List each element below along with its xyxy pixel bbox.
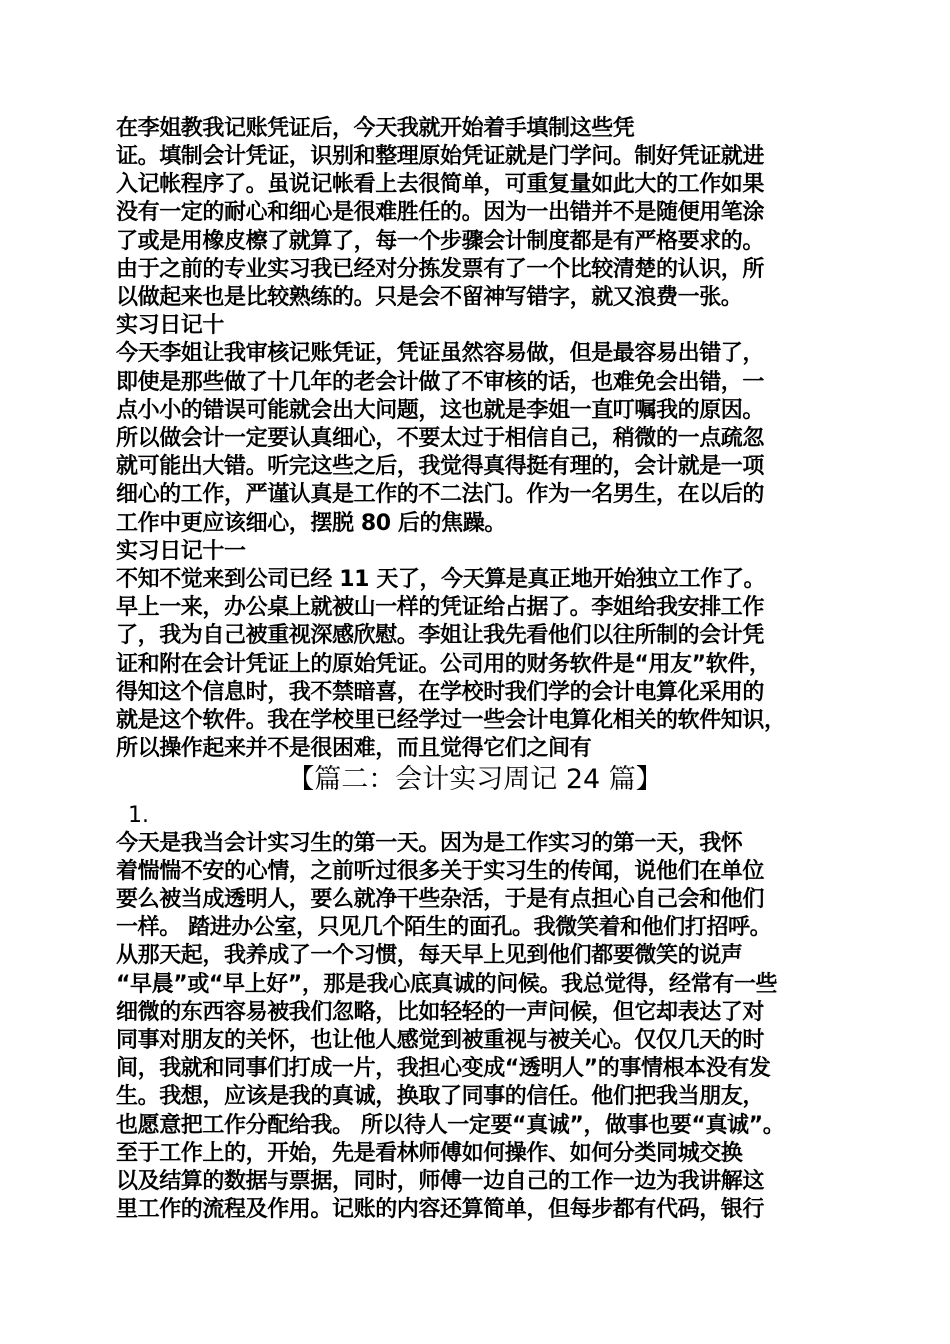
text-line: 至于工作上的，开始，先是看林师傅如何操作、如何分类同城交换 [116,1141,743,1166]
list-number: 1. [128,803,149,828]
text-line: 着惴惴不安的心情，之前听过很多关于实习生的传闻，说他们在单位 [116,859,765,884]
text-line: 即使是那些做了十几年的老会计做了不审核的话，也难免会出错，一 [116,370,765,395]
text-line: 以及结算的数据与票据，同时，师傅一边自己的工作一边为我讲解这 [116,1169,765,1194]
text-line: 今天李姐让我审核记账凭证，凭证虽然容易做，但是最容易出错了， [116,341,765,366]
text-line: 所以操作起来并不是很困难，而且觉得它们之间有 [116,736,592,761]
section-heading: 【篇二：会计实习周记 24 篇】 [287,764,663,795]
text-line: 要么被当成透明人，要么就净干些杂活，于是有点担心自己会和他们 [116,887,765,912]
text-line: 就可能出大错。听完这些之后，我觉得真得挺有理的，会计就是一项 [116,454,765,479]
text-line: 证和附在会计凭证上的原始凭证。公司用的财务软件是“用友”软件， [116,652,771,677]
text-line: 了或是用橡皮檫了就算了，每一个步骤会计制度都是有严格要求的。 [116,229,765,254]
text-line: 在李姐教我记账凭证后，今天我就开始着手填制这些凭 [116,116,635,141]
text-line: 细心的工作，严谨认真是工作的不二法门。作为一名男生，在以后的 [116,482,765,507]
text-line: 同事对朋友的关怀，也让他人感觉到被重视与被关心。仅仅几天的时 [116,1028,765,1053]
text-line: 得知这个信息时，我不禁暗喜，在学校时我们学的会计电算化采用的 [116,680,765,705]
text-line: 里工作的流程及作用。记账的内容还算简单，但每步都有代码，银行 [116,1197,765,1222]
text-line: 间，我就和同事们打成一片，我担心变成“透明人”的事情根本没有发 [116,1056,771,1081]
entry-title: 实习日记十 [116,313,225,338]
text-line: 了，我为自己被重视深感欣慰。李姐让我先看他们以往所制的会计凭 [116,623,765,648]
text-line: 从那天起，我养成了一个习惯，每天早上见到他们都要微笑的说声 [116,943,743,968]
text-line: 不知不觉来到公司已经 11 天了，今天算是真正地开始独立工作了。 [116,567,766,592]
text-line: 点小小的错误可能就会出大问题，这也就是李姐一直叮嘱我的原因。 [116,398,765,423]
text-line: 就是这个软件。我在学校里已经学过一些会计电算化相关的软件知识， [116,708,786,733]
text-line: 由于之前的专业实习我已经对分拣发票有了一个比较清楚的认识，所 [116,257,765,282]
text-line: 所以做会计一定要认真细心，不要太过于相信自己，稍微的一点疏忽 [116,426,765,451]
text-line: 也愿意把工作分配给我。 所以待人一定要“真诚”，做事也要“真诚”。 [116,1113,785,1138]
text-line: 今天是我当会计实习生的第一天。因为是工作实习的第一天，我怀 [116,831,743,856]
text-line: 没有一定的耐心和细心是很难胜任的。因为一出错并不是随便用笔涂 [116,200,765,225]
text-line: 证。填制会计凭证，识别和整理原始凭证就是门学问。制好凭证就进 [116,144,765,169]
entry-title: 实习日记十一 [116,539,246,564]
text-line: 生。我想，应该是我的真诚，换取了同事的信任。他们把我当朋友， [116,1084,765,1109]
text-line: 工作中更应该细心，摆脱 80 后的焦躁。 [116,511,506,536]
text-line: 早上一来，办公桌上就被山一样的凭证给占据了。李姐给我安排工作 [116,595,765,620]
text-line: 一样。 踏进办公室，只见几个陌生的面孔。我微笑着和他们打招呼。 [116,915,772,940]
text-line: 入记帐程序了。虽说记帐看上去很简单，可重复量如此大的工作如果 [116,172,765,197]
text-line: 细微的东西容易被我们忽略，比如轻轻的一声问候，但它却表达了对 [116,1000,765,1025]
text-line: 以做起来也是比较熟练的。只是会不留神写错字，就又浪费一张。 [116,285,743,310]
text-line: “早晨”或“早上好”，那是我心底真诚的问候。我总觉得，经常有一些 [116,972,778,997]
